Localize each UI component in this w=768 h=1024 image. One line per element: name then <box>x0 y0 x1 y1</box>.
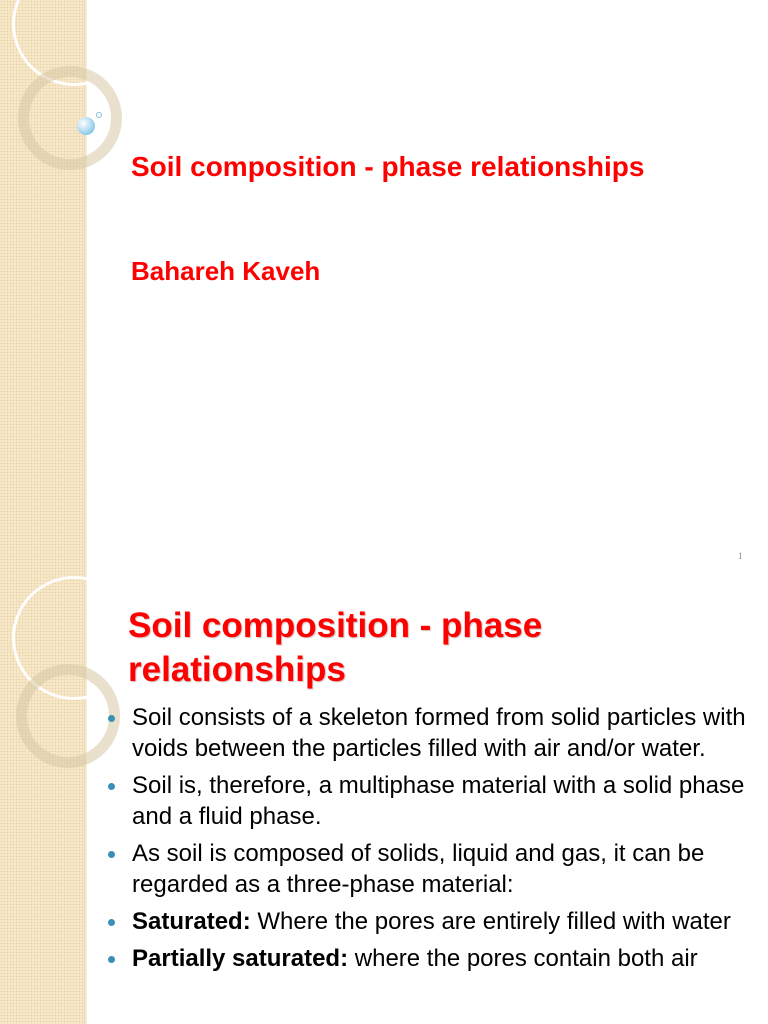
bullet-dot-icon <box>108 783 115 790</box>
decorative-bubble <box>77 117 95 135</box>
author-name: Bahareh Kaveh <box>131 256 321 286</box>
slide-title: Soil composition - phase relationships <box>131 151 645 182</box>
bullet-text: Soil is, therefore, a multiphase material with a solid phase and a fluid phase. <box>132 772 745 830</box>
bullet-dot-icon <box>108 851 115 858</box>
bullet-dot-icon <box>108 919 115 926</box>
bullet-item <box>106 702 746 764</box>
bullet-list <box>106 702 746 980</box>
bullet-item <box>106 838 746 900</box>
decorative-ring-small <box>16 664 120 768</box>
bullet-term: Saturated: <box>132 908 251 935</box>
bullet-item <box>106 906 746 937</box>
bullet-text: Where the pores are entirely filled with water <box>250 908 731 935</box>
bullet-text: Soil consists of a skeleton formed from solid particles with voids between the particles filled with air and/or water. <box>132 704 746 762</box>
bullet-dot-icon <box>108 715 115 722</box>
page-number: 1 <box>738 551 743 561</box>
bullet-dot-icon <box>108 956 115 963</box>
bullet-item <box>106 770 746 832</box>
bullet-item <box>106 943 746 974</box>
content-slide <box>0 576 768 1024</box>
decorative-bubble-small <box>96 112 102 118</box>
decorative-ring-small <box>18 66 122 170</box>
bullet-term: Partially saturated: <box>132 945 349 972</box>
bullet-text: As soil is composed of solids, liquid and gas, it can be regarded as a three-phase material: <box>132 840 705 898</box>
slide-title: Soil composition - phase relationships <box>128 606 543 689</box>
bullet-text: where the pores contain both air <box>348 945 698 972</box>
